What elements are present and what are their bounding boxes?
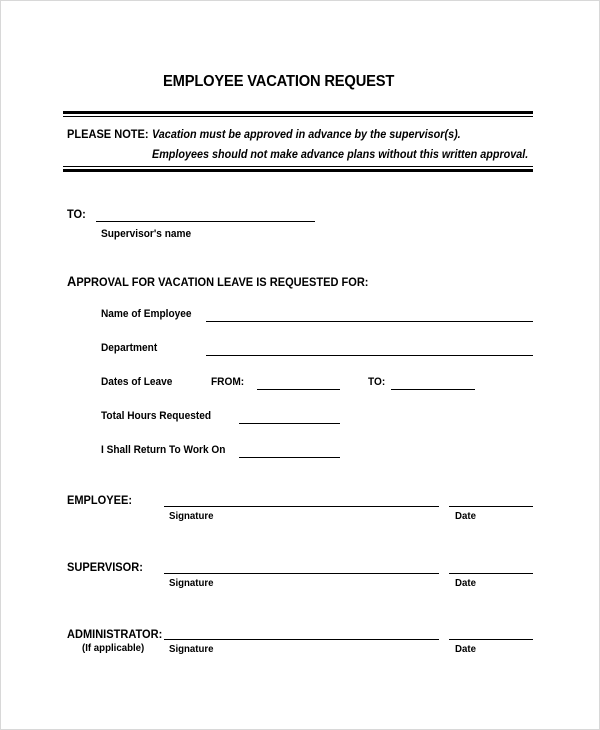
note-line-1: Vacation must be approved in advance by the supervisor(s). <box>152 127 461 141</box>
department-field[interactable] <box>206 355 533 356</box>
supervisor-date-caption: Date <box>455 577 476 589</box>
supervisor-name-caption: Supervisor's name <box>101 228 192 240</box>
employee-signature-caption: Signature <box>169 510 214 522</box>
administrator-sub-label: (If applicable) <box>82 642 145 654</box>
employee-name-label: Name of Employee <box>101 308 192 320</box>
approval-heading-text: PPROVAL FOR VACATION LEAVE IS REQUESTED FOR: <box>76 275 369 289</box>
employee-name-field[interactable] <box>206 321 533 322</box>
department-label: Department <box>101 342 158 354</box>
total-hours-label: Total Hours Requested <box>101 410 212 422</box>
employee-signature-field[interactable] <box>164 506 439 507</box>
employee-date-caption: Date <box>455 510 476 522</box>
dates-of-leave-label: Dates of Leave <box>101 376 173 388</box>
approval-heading <box>67 273 368 289</box>
administrator-signature-caption: Signature <box>169 643 214 655</box>
from-date-field[interactable] <box>257 389 340 390</box>
to-label: TO: <box>67 207 86 221</box>
employee-sig-label: EMPLOYEE: <box>67 493 133 507</box>
administrator-signature-field[interactable] <box>164 639 439 640</box>
supervisor-date-field[interactable] <box>449 573 533 574</box>
return-to-work-field[interactable] <box>239 457 340 458</box>
supervisor-sig-label: SUPERVISOR: <box>67 560 143 574</box>
administrator-date-field[interactable] <box>449 639 533 640</box>
top-rule-thick <box>63 111 533 114</box>
page-title: EMPLOYEE VACATION REQUEST <box>163 73 395 90</box>
supervisor-name-field[interactable] <box>96 221 315 222</box>
note-line-2: Employees should not make advance plans without this written approval. <box>152 147 529 161</box>
supervisor-signature-caption: Signature <box>169 577 214 589</box>
to-date-label: TO: <box>368 376 386 388</box>
employee-date-field[interactable] <box>449 506 533 507</box>
bottom-rule-thick <box>63 169 533 172</box>
please-note-label: PLEASE NOTE: <box>67 127 149 141</box>
from-label: FROM: <box>211 376 245 388</box>
to-date-field[interactable] <box>391 389 475 390</box>
total-hours-field[interactable] <box>239 423 340 424</box>
bottom-rule-thin <box>63 166 533 167</box>
approval-heading-initial: A <box>67 273 77 289</box>
supervisor-signature-field[interactable] <box>164 573 439 574</box>
return-to-work-label: I Shall Return To Work On <box>101 444 226 456</box>
administrator-date-caption: Date <box>455 643 476 655</box>
administrator-sig-label: ADMINISTRATOR: <box>67 627 163 641</box>
top-rule-thin <box>63 116 533 117</box>
